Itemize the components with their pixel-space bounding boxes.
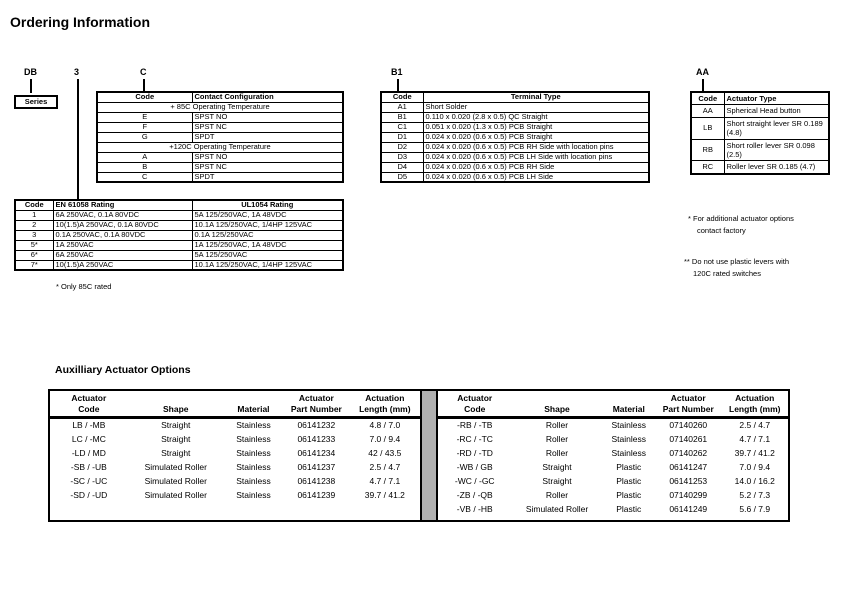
material-cell: Plastic (616, 461, 642, 472)
type-cell: 0.024 x 0.020 (0.6 x 0.5) PCB RH Side with location pins (423, 142, 649, 152)
table-row (15, 250, 343, 260)
type-cell: Roller lever SR 0.185 (4.7) (724, 161, 829, 174)
code-cell: A (97, 152, 192, 162)
code-cell: D4 (381, 162, 423, 172)
actuator-code-cell: -LD / MD (71, 447, 106, 458)
table-row (15, 240, 343, 250)
shape-cell: Roller (545, 489, 569, 500)
length-cell: 5.2 / 7.3 (739, 489, 771, 500)
length-cell: 4.7 / 7.1 (369, 475, 401, 486)
code-cell: B1 (381, 112, 423, 122)
header-line: Shape (163, 404, 189, 414)
type-cell: 0.051 x 0.020 (1.3 x 0.5) PCB Straight (423, 122, 649, 132)
table-row (381, 172, 649, 182)
shape-cell: Straight (161, 420, 191, 431)
ul-rating-cell: 5A 125/250VAC, 1A 48VDC (192, 210, 343, 220)
aux-header-shape (128, 391, 224, 418)
config-cell: SPST NC (192, 162, 343, 172)
note-actuator-options (688, 213, 794, 237)
code-cell: 7* (15, 260, 53, 270)
aux-header-part-number (655, 391, 722, 418)
shape-cell: Roller (545, 433, 569, 444)
aux-header-length (722, 391, 789, 418)
en-rating-cell: 0.1A 250VAC, 0.1A 80VDC (53, 230, 192, 240)
material-cell: Stainless (236, 447, 271, 458)
material-cell: Plastic (616, 475, 642, 486)
contact-header-code: Code (97, 92, 192, 102)
material-cell: Stainless (236, 433, 271, 444)
note-line: ** Do not use plastic levers with (684, 257, 790, 266)
terminal-type-table (380, 91, 650, 183)
type-cell: Spherical Head button (724, 105, 829, 117)
aux-header-code (438, 391, 512, 418)
actuator-code-cell: -VB / -HB (456, 503, 493, 514)
header-line (224, 393, 283, 404)
part-code-rating: 3 (74, 67, 80, 77)
code-cell: A1 (381, 102, 423, 112)
aux-header-code (50, 391, 128, 418)
series-box: Series (14, 95, 58, 109)
length-cell: 2.5 / 4.7 (739, 420, 771, 431)
header-line: Actuation (365, 393, 405, 403)
table-row (97, 132, 343, 142)
en-rating-cell: 1A 250VAC (53, 240, 192, 250)
length-cell: 2.5 / 4.7 (369, 461, 401, 472)
length-cell: 7.0 / 9.4 (739, 461, 771, 472)
config-cell: SPDT (192, 132, 343, 142)
actuator-code-cell: -RD / -TD (456, 447, 493, 458)
length-cell: 14.0 / 16.2 (734, 475, 775, 486)
code-cell: F (97, 122, 192, 132)
table-row (97, 112, 343, 122)
part-number-cell: 06141232 (297, 420, 336, 431)
terminal-header-code: Code (381, 92, 423, 102)
table-row (381, 122, 649, 132)
table-header-row (50, 391, 420, 418)
table-row (15, 230, 343, 240)
table-row (691, 161, 829, 174)
table-row (438, 418, 788, 432)
table-row (97, 152, 343, 162)
shape-cell: Simulated Roller (144, 489, 207, 500)
en-rating-cell: 10(1.5)A 250VAC, 0.1A 80VDC (53, 220, 192, 230)
table-row (691, 139, 829, 161)
note-line: contact factory (697, 226, 746, 235)
contact-header-config: Contact Configuration (192, 92, 343, 102)
table-header-row (691, 92, 829, 105)
note-line: * For additional actuator options (688, 214, 794, 223)
header-line: Material (612, 404, 645, 414)
en-rating-cell: 6A 250VAC (53, 250, 192, 260)
table-row (15, 260, 343, 270)
type-cell: 0.024 x 0.020 (0.6 x 0.5) PCB LH Side with location pins (423, 152, 649, 162)
table-row (438, 432, 788, 446)
table-row (97, 172, 343, 182)
table-row (50, 474, 420, 488)
code-cell: 6* (15, 250, 53, 260)
shape-cell: Simulated Roller (525, 503, 589, 514)
part-number-cell: 06141238 (297, 475, 336, 486)
table-row (438, 460, 788, 474)
code-cell: 5* (15, 240, 53, 250)
code-cell: 2 (15, 220, 53, 230)
header-line: Part Number (662, 404, 714, 414)
shape-cell: Straight (542, 475, 572, 486)
ul-rating-cell: 10.1A 125/250VAC, 1/4HP 125VAC (192, 260, 343, 270)
part-code-series: DB (24, 67, 37, 77)
header-line: Length (mm) (359, 404, 411, 414)
header-line: Code (464, 404, 486, 414)
aux-tables-divider (420, 391, 438, 520)
length-cell: 4.8 / 7.0 (369, 420, 401, 431)
type-cell: Short straight lever SR 0.189 (4.8) (724, 117, 829, 139)
group-row (97, 142, 343, 152)
actuator-code-cell: -RC / -TC (456, 433, 493, 444)
material-cell: Stainless (611, 420, 646, 431)
aux-right-panel (438, 391, 788, 520)
config-cell: SPST NO (192, 152, 343, 162)
table-row (381, 102, 649, 112)
shape-cell: Straight (161, 433, 191, 444)
actuator-code-cell: LC / -MC (71, 433, 106, 444)
part-code-contact: C (140, 67, 147, 77)
code-cell: B (97, 162, 192, 172)
table-row (381, 132, 649, 142)
length-cell: 39.7 / 41.2 (364, 489, 405, 500)
connector-line-terminal (397, 79, 399, 91)
table-header-row (15, 200, 343, 210)
code-cell: C1 (381, 122, 423, 132)
length-cell: 39.7 / 41.2 (734, 447, 775, 458)
connector-line-series (30, 79, 32, 93)
code-cell: LB (691, 117, 724, 139)
part-number-cell: 06141237 (297, 461, 336, 472)
rating-table (14, 199, 344, 271)
length-cell: 7.0 / 9.4 (369, 433, 401, 444)
table-row (50, 418, 420, 432)
table-row (438, 488, 788, 502)
shape-cell: Roller (545, 420, 569, 431)
code-cell: D5 (381, 172, 423, 182)
ul-rating-cell: 10.1A 125/250VAC, 1/4HP 125VAC (192, 220, 343, 230)
header-line: Material (237, 404, 270, 414)
terminal-header-type: Terminal Type (423, 92, 649, 102)
material-cell: Plastic (616, 503, 642, 514)
shape-cell: Roller (545, 447, 569, 458)
length-cell: 42 / 43.5 (368, 447, 402, 458)
shape-cell: Straight (161, 447, 191, 458)
part-number-cell: 06141253 (669, 475, 708, 486)
part-number-cell: 07140260 (669, 420, 708, 431)
aux-header-material (224, 391, 283, 418)
actuator-code-cell: -SC / -UC (70, 475, 108, 486)
table-row (97, 122, 343, 132)
material-cell: Stainless (611, 433, 646, 444)
header-line: Actuator (670, 393, 706, 403)
aux-tables-container (48, 389, 790, 522)
actuator-code-cell: -ZB / -QB (456, 489, 493, 500)
part-number-cell: 06141234 (297, 447, 336, 458)
code-cell: D3 (381, 152, 423, 162)
rating-header-ul: UL1054 Rating (192, 200, 343, 210)
aux-header-material (603, 391, 656, 418)
aux-left-table (50, 391, 420, 502)
table-header-row (438, 391, 788, 418)
table-row (691, 117, 829, 139)
header-line: Actuator (71, 393, 107, 403)
table-row (15, 220, 343, 230)
ul-rating-cell: 0.1A 125/250VAC (192, 230, 343, 240)
code-cell: E (97, 112, 192, 122)
header-line: Actuator (298, 393, 334, 403)
config-cell: SPST NC (192, 122, 343, 132)
part-number-cell: 07140262 (669, 447, 708, 458)
page-title: Ordering Information (10, 14, 150, 30)
config-cell: SPST NO (192, 112, 343, 122)
en-rating-cell: 10(1.5)A 250VAC (53, 260, 192, 270)
code-cell: G (97, 132, 192, 142)
part-code-terminal: B1 (391, 67, 403, 77)
actuator-code-cell: LB / -MB (72, 420, 106, 431)
contact-group-120c: +120C Operating Temperature (97, 142, 343, 152)
type-cell: Short roller lever SR 0.098 (2.5) (724, 139, 829, 161)
code-cell: AA (691, 105, 724, 117)
type-cell: 0.024 x 0.020 (0.6 x 0.5) PCB RH Side (423, 162, 649, 172)
table-header-row (381, 92, 649, 102)
part-number-cell: 06141247 (669, 461, 708, 472)
aux-header-length (350, 391, 420, 418)
table-row (381, 142, 649, 152)
connector-line-contact (143, 79, 145, 91)
material-cell: Stainless (611, 447, 646, 458)
table-header-row (97, 92, 343, 102)
table-row (381, 152, 649, 162)
aux-header-shape (512, 391, 603, 418)
table-row (15, 210, 343, 220)
table-row (381, 162, 649, 172)
part-number-cell: 06141249 (669, 503, 708, 514)
header-line: Actuation (735, 393, 775, 403)
rating-header-en: EN 61058 Rating (53, 200, 192, 210)
contact-group-85c: + 85C Operating Temperature (97, 102, 343, 112)
code-cell: D1 (381, 132, 423, 142)
part-number-cell: 06141233 (297, 433, 336, 444)
aux-left-panel (50, 391, 420, 520)
note-line: 120C rated switches (693, 269, 761, 278)
en-rating-cell: 6A 250VAC, 0.1A 80VDC (53, 210, 192, 220)
config-cell: SPDT (192, 172, 343, 182)
actuator-code-cell: -WB / GB (456, 461, 493, 472)
connector-line-actuator (702, 79, 704, 91)
header-line (128, 393, 224, 404)
table-row (438, 474, 788, 488)
table-row (438, 502, 788, 516)
part-number-cell: 07140261 (669, 433, 708, 444)
header-line: Shape (544, 404, 570, 414)
actuator-code-cell: -RB / -TB (457, 420, 493, 431)
header-line: Part Number (290, 404, 342, 414)
header-line: Length (mm) (729, 404, 781, 414)
aux-header-part-number (283, 391, 350, 418)
material-cell: Stainless (236, 475, 271, 486)
code-cell: D2 (381, 142, 423, 152)
table-row (50, 460, 420, 474)
table-row (50, 432, 420, 446)
material-cell: Stainless (236, 461, 271, 472)
ul-rating-cell: 5A 125/250VAC (192, 250, 343, 260)
shape-cell: Simulated Roller (144, 461, 207, 472)
length-cell: 4.7 / 7.1 (739, 433, 771, 444)
table-row (50, 488, 420, 502)
header-line: Code (78, 404, 100, 414)
actuator-type-table (690, 91, 830, 175)
actuator-code-cell: -SB / -UB (70, 461, 107, 472)
material-cell: Stainless (236, 420, 271, 431)
code-cell: 3 (15, 230, 53, 240)
actuator-header-code: Code (691, 92, 724, 105)
note-plastic-levers (684, 256, 789, 280)
table-row (691, 105, 829, 117)
code-cell: RC (691, 161, 724, 174)
actuator-code-cell: -SD / -UD (70, 489, 108, 500)
actuator-header-type: Actuator Type (724, 92, 829, 105)
length-cell: 5.6 / 7.9 (739, 503, 771, 514)
type-cell: 0.110 x 0.020 (2.8 x 0.5) QC Straight (423, 112, 649, 122)
table-row (97, 162, 343, 172)
shape-cell: Straight (542, 461, 572, 472)
type-cell: Short Solder (423, 102, 649, 112)
rating-footnote: * Only 85C rated (56, 282, 112, 291)
shape-cell: Simulated Roller (144, 475, 207, 486)
aux-right-table (438, 391, 788, 516)
actuator-code-cell: -WC / -GC (454, 475, 495, 486)
header-line (603, 393, 656, 404)
code-cell: C (97, 172, 192, 182)
part-number-cell: 06141239 (297, 489, 336, 500)
header-line (512, 393, 603, 404)
header-line: Actuator (457, 393, 493, 403)
table-row (381, 112, 649, 122)
aux-section-title: Auxilliary Actuator Options (55, 364, 191, 376)
contact-configuration-table (96, 91, 344, 183)
type-cell: 0.024 x 0.020 (0.6 x 0.5) PCB LH Side (423, 172, 649, 182)
ul-rating-cell: 1A 125/250VAC, 1A 48VDC (192, 240, 343, 250)
part-code-actuator: AA (696, 67, 709, 77)
code-cell: RB (691, 139, 724, 161)
code-cell: 1 (15, 210, 53, 220)
part-number-cell: 07140299 (669, 489, 708, 500)
group-row (97, 102, 343, 112)
material-cell: Plastic (616, 489, 642, 500)
connector-line-rating (77, 79, 79, 199)
table-row (438, 446, 788, 460)
rating-header-code: Code (15, 200, 53, 210)
type-cell: 0.024 x 0.020 (0.6 x 0.5) PCB Straight (423, 132, 649, 142)
table-row (50, 446, 420, 460)
material-cell: Stainless (236, 489, 271, 500)
